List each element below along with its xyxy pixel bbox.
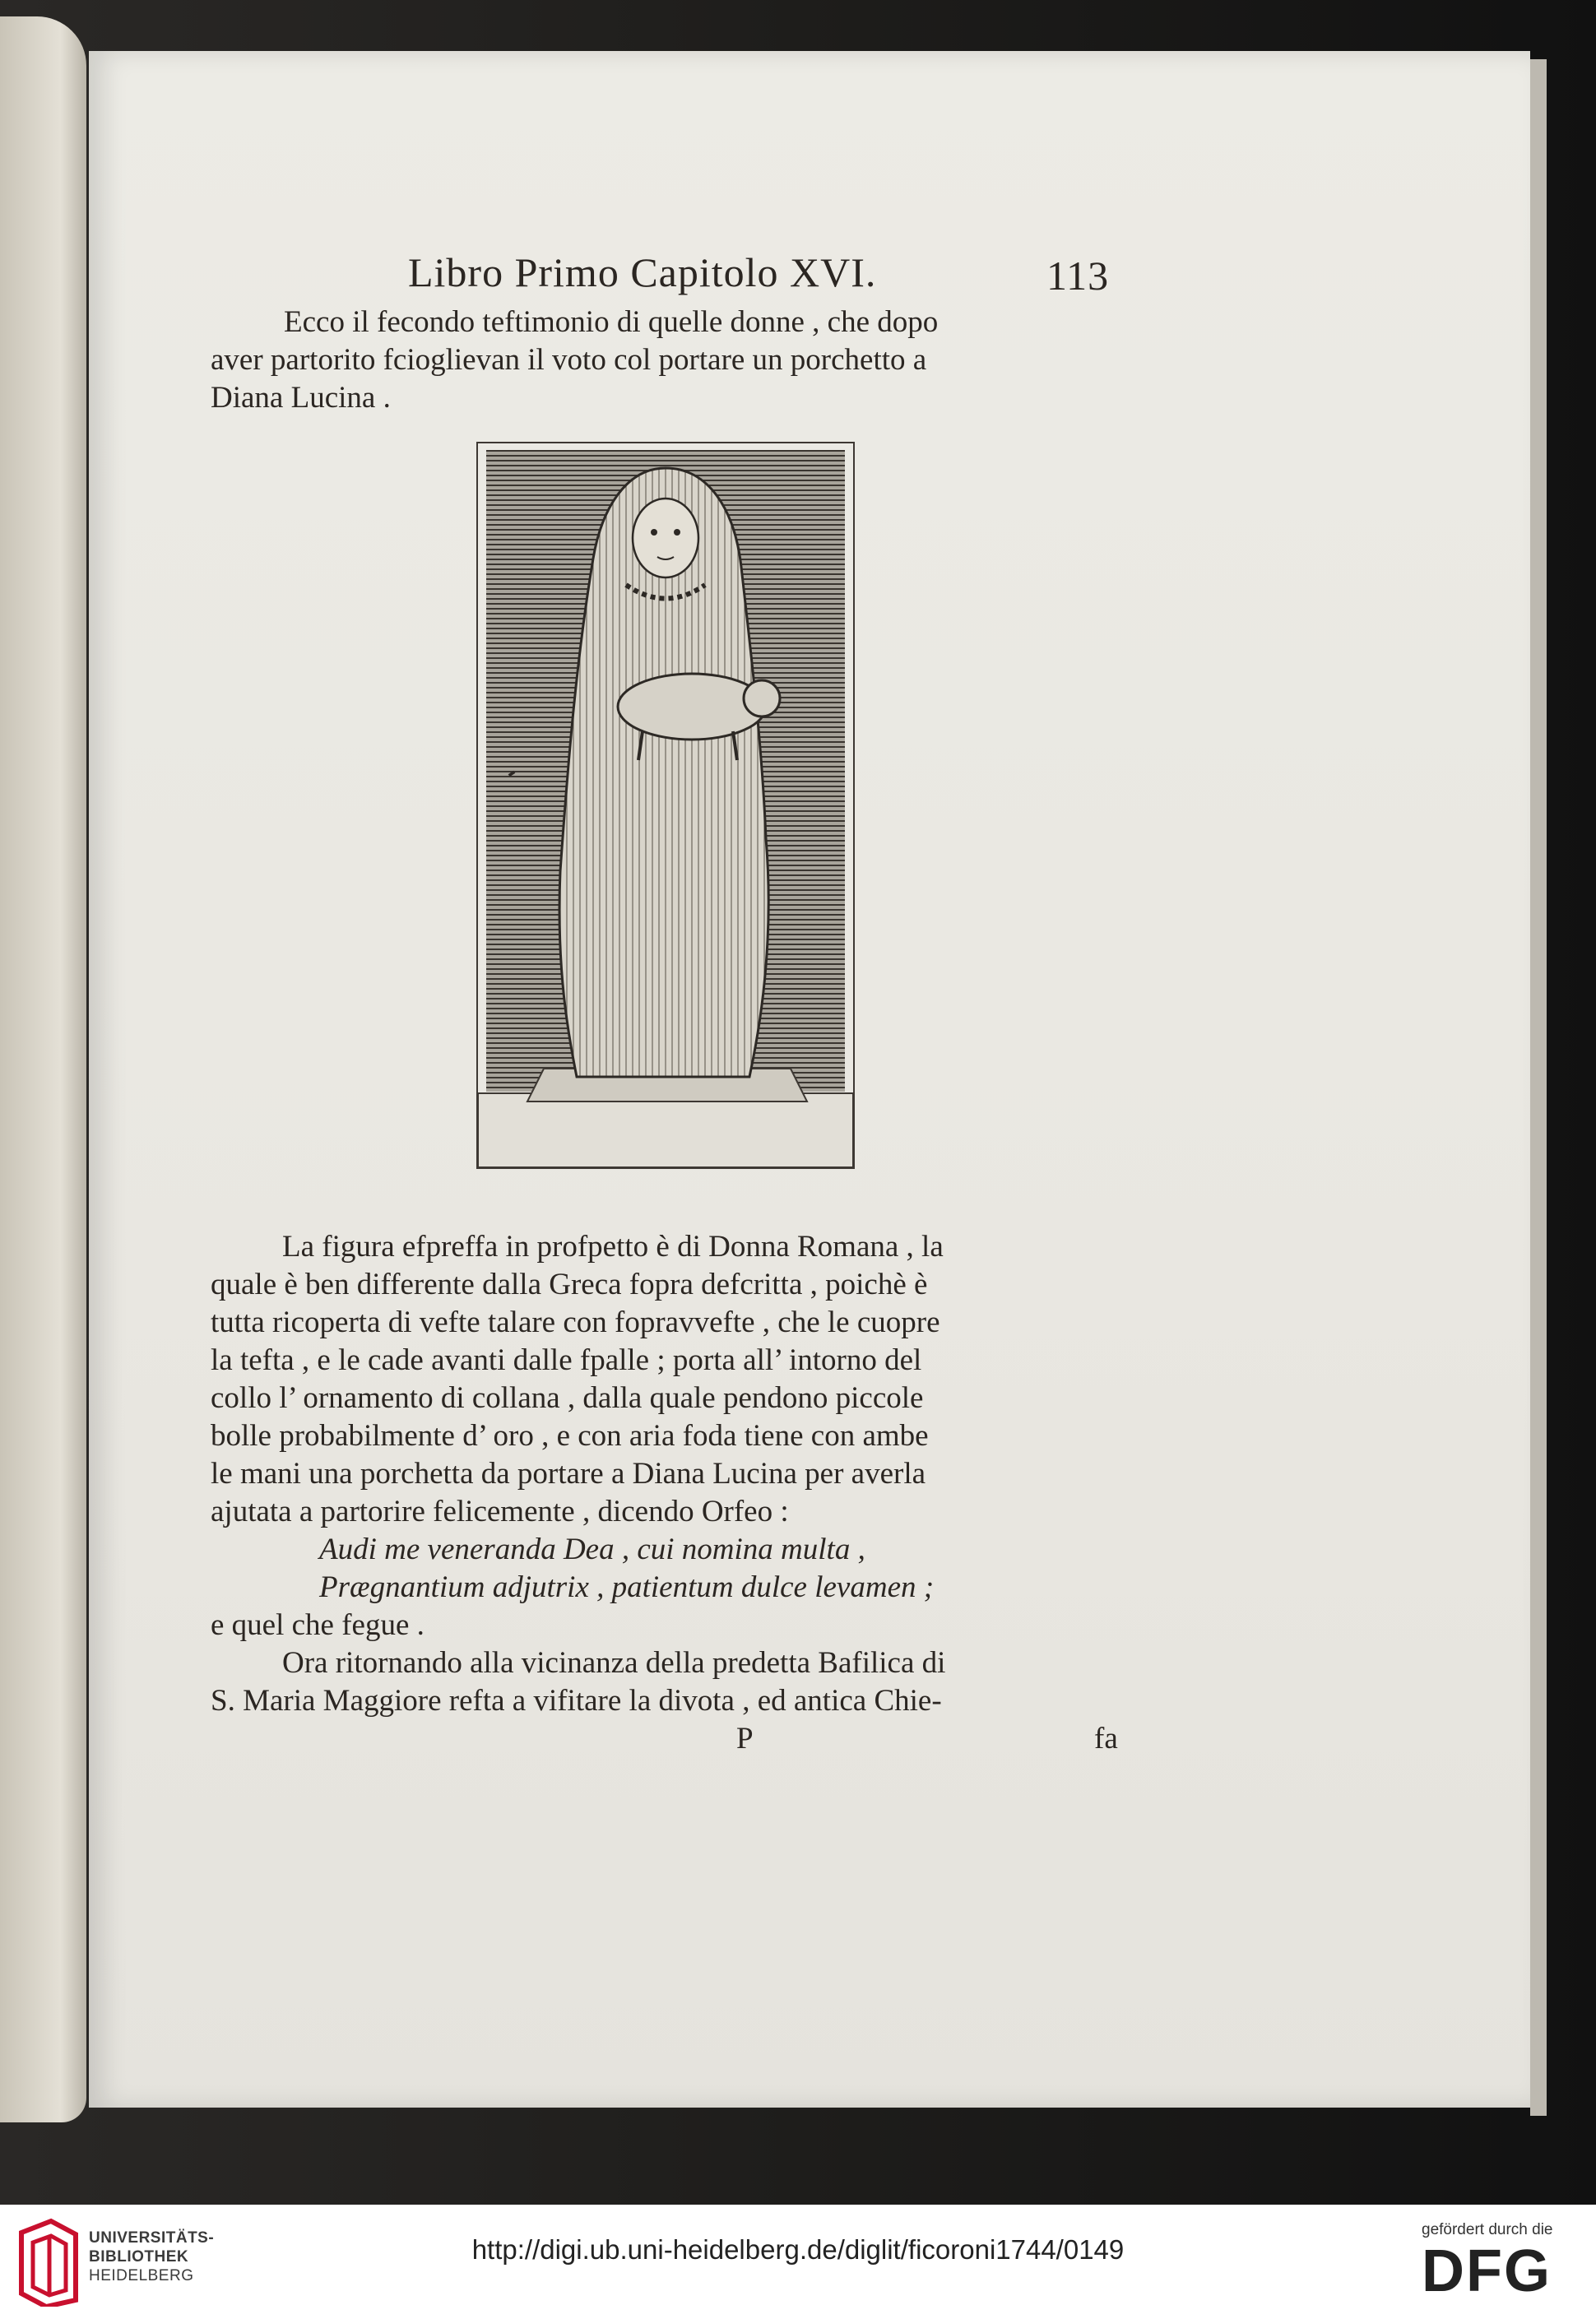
ub-name-line: HEIDELBERG [89,2267,194,2284]
ub-name-line: UNIVERSITÄTS- [89,2229,215,2247]
funding-label: gefördert durch die [1422,2221,1553,2238]
body-line: Ora ritornando alla vicinanza della predetta Bafilica di [282,1646,946,1680]
body-line: bolle probabilmente d’ oro , e con aria foda tiene con ambe [211,1419,929,1453]
verse-line: Prægnantium adjutrix , patientum dulce levamen ; [319,1570,935,1604]
intro-line: Diana Lucina . [211,381,391,415]
body-line: S. Maria Maggiore refta a vifitare la divota , ed antica Chie- [211,1684,942,1718]
intro-line: aver partorito fcioglievan il voto col portare un porchetto a [211,343,927,377]
running-head: Libro Primo Capitolo XVI. [408,249,877,295]
body-line: le mani una porchetta da portare a Diana Lucina per averla [211,1457,926,1491]
body-line: e quel che fegue . [211,1608,425,1642]
intro-line: Ecco il fecondo teftimonio di quelle donne , che dopo [284,305,939,339]
left-page-edge [0,16,86,2122]
body-line: quale è ben differente dalla Greca fopra defcritta , poichè è [211,1268,928,1301]
catchword: fa [1094,1722,1118,1755]
body-line: collo l’ ornamento di collana , dalla quale pendono piccole [211,1381,924,1415]
signature-mark: P [736,1722,754,1755]
ub-name-line: BIBLIOTHEK [89,2248,189,2266]
dfg-logo: DFG [1422,2238,1552,2304]
page-right-edge [1530,59,1547,2116]
body-line: la tefta , e le cade avanti dalle fpalle ; porta all’ intorno del [211,1343,922,1377]
body-line: La figura efpreffa in profpetto è di Donna Romana , la [282,1230,944,1264]
body-line: tutta ricoperta di vefte talare con fopravvefte , che le cuopre [211,1306,940,1339]
page-number: 113 [1046,253,1110,299]
verse-line: Audi me veneranda Dea , cui nomina multa , [319,1533,865,1566]
body-line: ajutata a partorire felicemente , dicendo Orfeo : [211,1495,789,1528]
source-url-link[interactable]: http://digi.ub.uni-heidelberg.de/diglit/ficoroni1744/0149 [471,2234,1125,2265]
engraving-woman-with-piglet [476,442,855,1169]
